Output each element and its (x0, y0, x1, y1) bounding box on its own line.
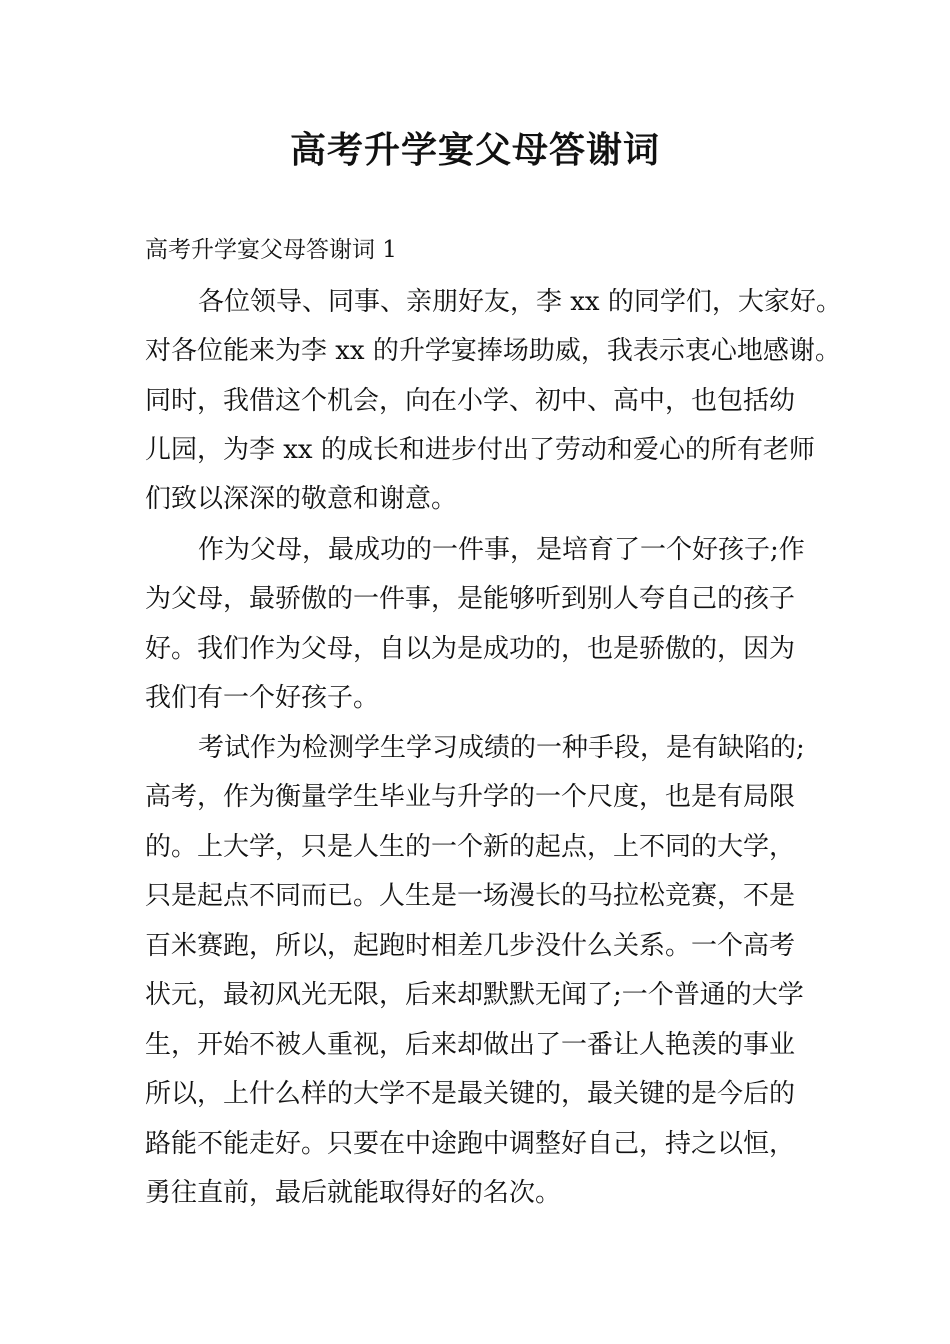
document-title: 高考升学宴父母答谢词 (289, 129, 660, 171)
text-line: 考试作为检测学生学习成绩的一种手段，是有缺陷的; (198, 733, 805, 763)
text-line: 为父母，最骄傲的一件事，是能够听到别人夸自己的孩子 (145, 584, 796, 614)
text-line: 好。我们作为父母，自以为是成功的，也是骄傲的，因为 (145, 634, 796, 664)
text-line: 状元，最初风光无限，后来却默默无闻了;一个普通的大学 (145, 980, 804, 1010)
text-line: 们致以深深的敬意和谢意。 (145, 484, 458, 514)
text-line: 儿园，为李 xx 的成长和进步付出了劳动和爱心的所有老师 (145, 435, 815, 465)
text-line: 各位领导、同事、亲朋好友，李 xx 的同学们，大家好。 (198, 287, 842, 317)
text-line: 作为父母，最成功的一件事，是培育了一个好孩子;作 (198, 535, 805, 565)
document-subtitle: 高考升学宴父母答谢词 1 (145, 237, 397, 263)
text-line: 勇往直前，最后就能取得好的名次。 (145, 1178, 562, 1208)
text-line: 只是起点不同而已。人生是一场漫长的马拉松竞赛，不是 (145, 881, 796, 911)
text-line: 百米赛跑，所以，起跑时相差几步没什么关系。一个高考 (145, 931, 796, 961)
text-line: 对各位能来为李 xx 的升学宴捧场助威，我表示衷心地感谢。 (145, 336, 841, 366)
text-line: 我们有一个好孩子。 (145, 683, 380, 713)
text-line: 生，开始不被人重视，后来却做出了一番让人艳羡的事业 (145, 1030, 796, 1060)
text-line: 高考，作为衡量学生毕业与升学的一个尺度，也是有局限 (145, 782, 796, 812)
text-line: 的。上大学，只是人生的一个新的起点，上不同的大学， (145, 832, 796, 862)
text-line: 所以，上什么样的大学不是最关键的，最关键的是今后的 (145, 1079, 796, 1109)
text-line: 同时，我借这个机会，向在小学、初中、高中，也包括幼 (145, 386, 796, 416)
text-line: 路能不能走好。只要在中途跑中调整好自己，持之以恒， (145, 1129, 796, 1159)
